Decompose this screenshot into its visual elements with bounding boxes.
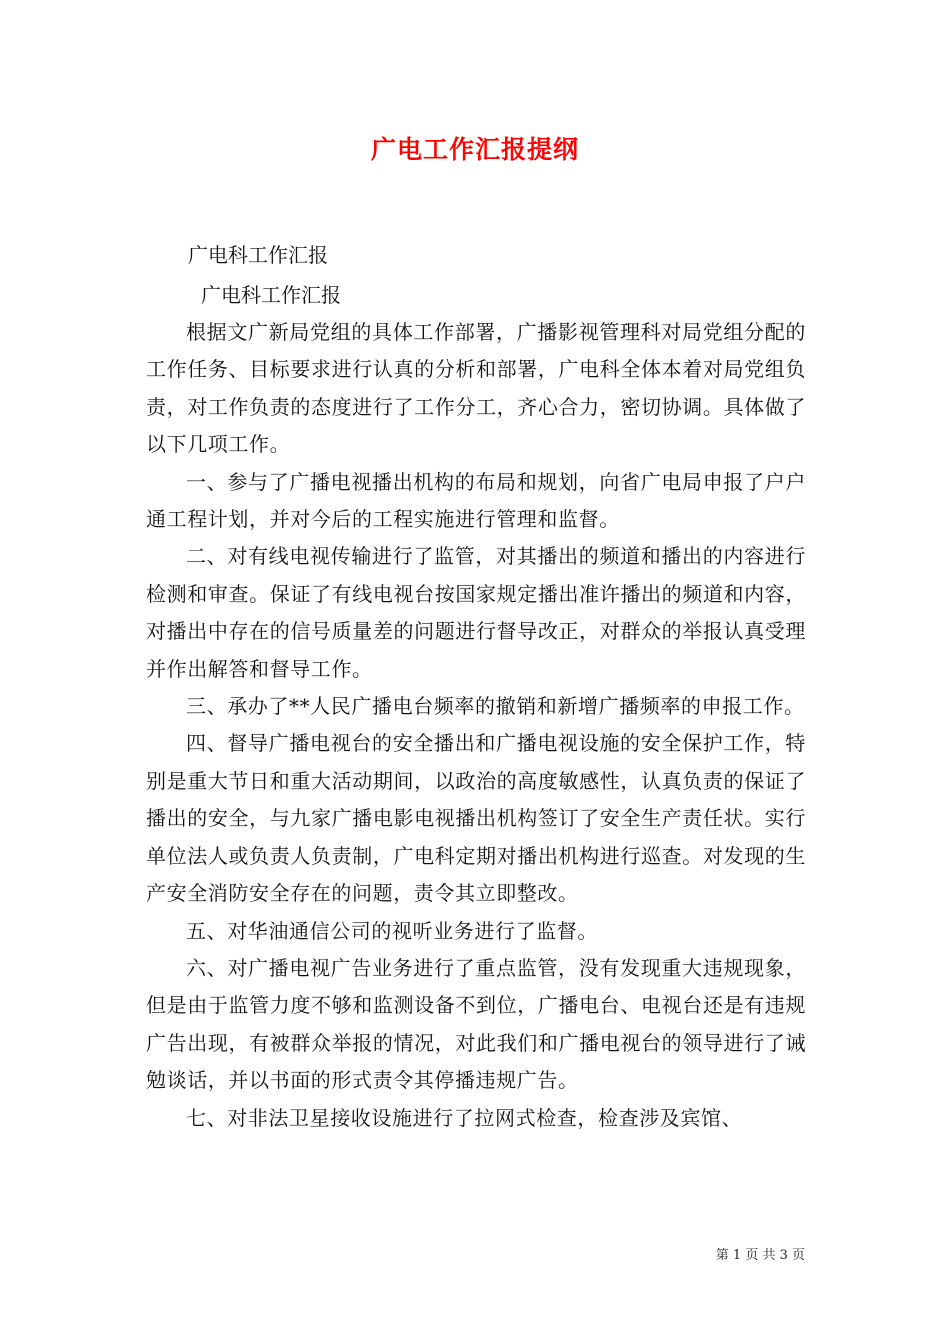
paragraph-item-3: 三、承办了**人民广播电台频率的撤销和新增广播频率的申报工作。: [186, 694, 805, 719]
paragraph-item-6: 六、对广播电视广告业务进行了重点监管，没有发现重大违规现象，但是由于监管力度不够和监测设备不到位，广播电台、电视台还是有违规广告出现，有被群众举报的情况，对此我们和广播电视台的领导进行了诫勉谈话，并以书面的形式责令其停播违规广告。: [146, 955, 806, 1093]
paragraph-item-2: 二、对有线电视传输进行了监管，对其播出的频道和播出的内容进行检测和审查。保证了有线电视台按国家规定播出准许播出的频道和内容，对播出中存在的信号质量差的问题进行督导改正，对群众的举报认真受理并作出解答和督导工作。: [146, 544, 806, 681]
paragraph-intro: 根据文广新局党组的具体工作部署，广播影视管理科对局党组分配的工作任务、目标要求进行认真的分析和部署，广电科全体本着对局党组负责，对工作负责的态度进行了工作分工，齐心合力，密切协调。具体做了以下几项工作。: [146, 320, 806, 457]
paragraph-item-1: 一、参与了广播电视播出机构的布局和规划，向省广电局申报了户户通工程计划，并对今后的工程实施进行管理和监督。: [146, 469, 806, 532]
paragraph-item-4: 四、督导广播电视台的安全播出和广播电视设施的安全保护工作，特别是重大节日和重大活动期间，以政治的高度敏感性，认真负责的保证了播出的安全，与九家广播电影电视播出机构签订了安全生产责任状。实行单位法人或负责人负责制，广电科定期对播出机构进行巡查。对发现的生产安全消防安全存在的问题，责令其立即整改。: [146, 731, 806, 906]
paragraph-item-7: 七、对非法卫星接收设施进行了拉网式检查，检查涉及宾馆、: [186, 1105, 743, 1130]
page-number-footer: 第 1 页 共 3 页: [715, 1248, 805, 1263]
subheading-2: 广电科工作汇报: [201, 283, 341, 307]
paragraph-item-5: 五、对华油通信公司的视听业务进行了监督。: [186, 918, 598, 943]
subheading-1: 广电科工作汇报: [188, 243, 328, 267]
document-body: [146, 314, 806, 1137]
document-title: 广电工作汇报提纲: [370, 135, 579, 164]
